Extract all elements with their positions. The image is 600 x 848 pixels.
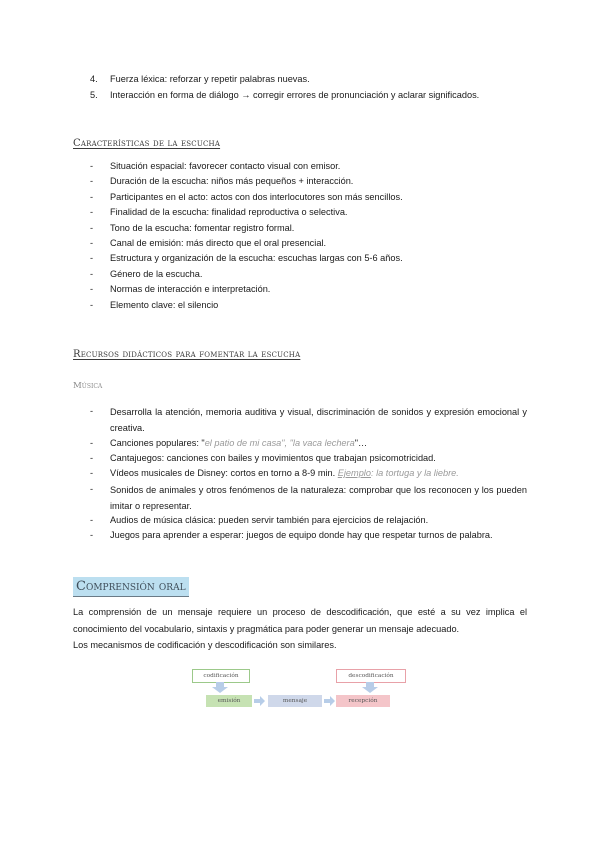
- list-item-text: Juegos para aprender a esperar: juegos de equipo donde hay que respetar turnos de palabra.: [110, 530, 493, 540]
- paragraph: La comprensión de un mensaje requiere un proceso de descodificación, que esté a su vez implica el conocimiento del vocabulario, sintaxis y pragmática para poder generar un mensaje adecuado.: [73, 607, 527, 634]
- list-item-text: Canciones populares: "el patio de mi casa", "la vaca lechera"…: [110, 438, 368, 448]
- list-item-text: Estructura y organización de la escucha: escuchas largas con 5-6 años.: [110, 253, 403, 264]
- item-text: Interacción en forma de diálogo → corregir errores de pronunciación y aclarar significados.: [110, 90, 480, 100]
- emision-box: emisión: [206, 695, 252, 707]
- list-item-text: Audios de música clásica: pueden servir también para ejercicios de relajación.: [110, 515, 429, 525]
- subheading-musica: Música: [73, 381, 103, 391]
- bullet-dash: -: [90, 468, 94, 478]
- section-heading-caracteristicas: Características de la escucha: [73, 138, 221, 149]
- item-number: 5.: [90, 90, 98, 100]
- arrow-right-1: [254, 696, 265, 706]
- list-item-text: Tono de la escucha: fomentar registro formal.: [110, 222, 295, 233]
- list-item-text: Género de la escucha.: [110, 268, 203, 279]
- list-item-text: Sonidos de animales y otros fenómenos de la naturaleza: comprobar que los reconocen y los pueden imitar o representar.: [110, 485, 527, 511]
- descodificacion-box: descodificación: [336, 669, 406, 683]
- bullet-dash: -: [90, 515, 94, 525]
- arrow-right-2: [324, 696, 335, 706]
- paragraph: Los mecanismos de codificación y descodificación son similares.: [73, 640, 337, 650]
- list-item-text: Vídeos musicales de Disney: cortos en torno a 8-9 min. Ejemplo: la tortuga y la liebre.: [110, 468, 459, 478]
- bullet-dash: -: [90, 406, 94, 416]
- arrow-up-left: [212, 682, 228, 693]
- bullet-dash: -: [90, 222, 94, 233]
- bullet-dash: -: [90, 161, 94, 171]
- list-item-text: Situación espacial: favorecer contacto visual con emisor.: [110, 161, 341, 171]
- bullet-dash: -: [90, 438, 94, 448]
- bullet-dash: -: [90, 530, 94, 540]
- bullet-dash: -: [90, 191, 94, 202]
- bullet-dash: -: [90, 268, 94, 279]
- bullet-dash: -: [90, 176, 94, 187]
- mensaje-box: mensaje: [268, 695, 322, 707]
- section-title-comprension: Comprensión oral: [73, 577, 189, 597]
- ejemplo-link[interactable]: Ejemplo: [337, 468, 371, 478]
- recepcion-box: recepción: [336, 695, 390, 707]
- list-item-text: Duración de la escucha: niños más pequeños + interacción.: [110, 176, 354, 187]
- list-item-text: Normas de interacción e interpretación.: [110, 284, 271, 295]
- bullet-dash: -: [90, 484, 94, 494]
- list-item-text: Participantes en el acto: actos con dos interlocutores son más sencillos.: [110, 191, 403, 202]
- bullet-dash: -: [90, 253, 94, 264]
- bullet-dash: -: [90, 299, 94, 310]
- bullet-dash: -: [90, 453, 94, 463]
- list-item-text: Desarrolla la atención, memoria auditiva y visual, discriminación de sonidos y expresión emocional y creativa.: [110, 407, 527, 433]
- item-text: Fuerza léxica: reforzar y repetir palabras nuevas.: [110, 74, 310, 84]
- bullet-dash: -: [90, 238, 94, 248]
- list-item-text: Elemento clave: el silencio: [110, 299, 219, 310]
- list-item-text: Canal de emisión: más directo que el oral presencial.: [110, 238, 327, 248]
- bullet-dash: -: [90, 284, 94, 295]
- list-item-text: Cantajuegos: canciones con bailes y movimientos que trabajan psicomotricidad.: [110, 453, 436, 463]
- list-item-text: Finalidad de la escucha: finalidad reproductiva o selectiva.: [110, 207, 348, 218]
- communication-diagram: [186, 667, 412, 711]
- arrow-down-right: [362, 682, 378, 693]
- bullet-dash: -: [90, 207, 94, 218]
- codificacion-box: codificación: [192, 669, 250, 683]
- item-number: 4.: [90, 74, 98, 84]
- section-heading-recursos: Recursos didácticos para fomentar la escucha: [73, 349, 301, 360]
